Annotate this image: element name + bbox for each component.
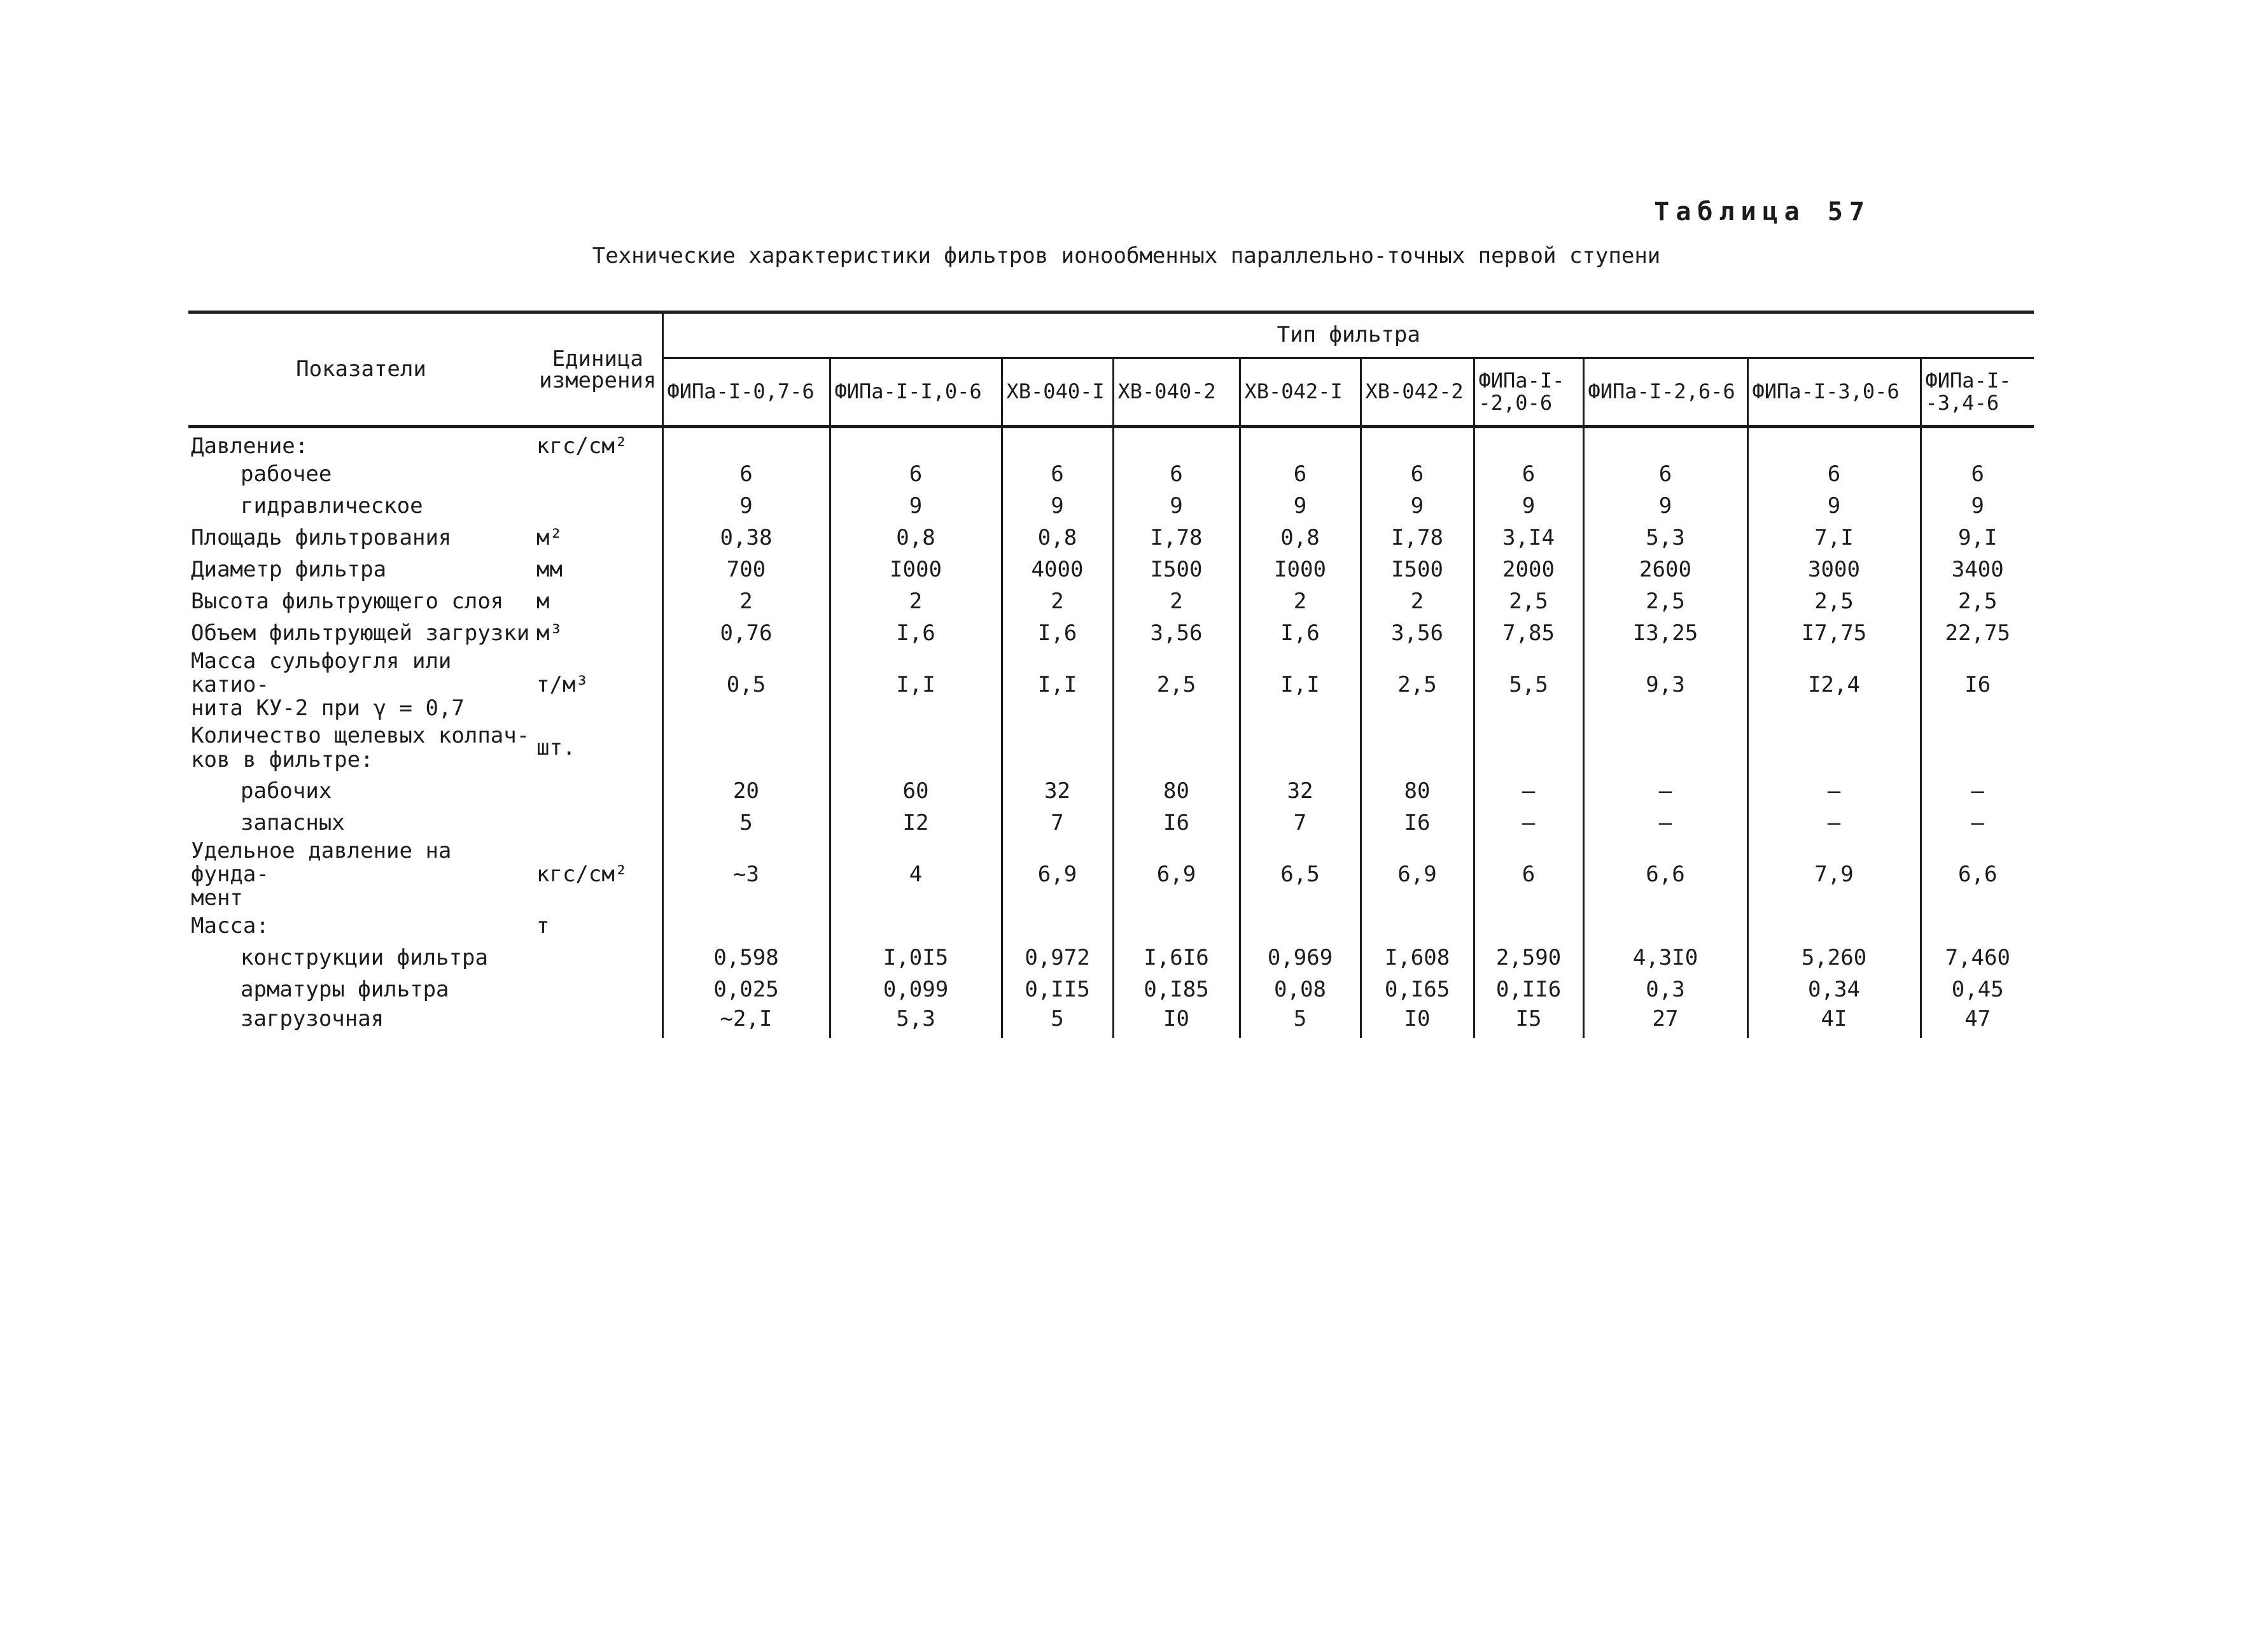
- value-cell: 32: [1240, 776, 1361, 808]
- value-cell: 2: [830, 586, 1002, 618]
- filter-specs-table: [188, 311, 2034, 1038]
- value-cell: 80: [1361, 776, 1474, 808]
- value-cell: 22,75: [1921, 618, 2034, 650]
- table-row: [188, 650, 2034, 721]
- value-cell: 9: [830, 491, 1002, 522]
- value-cell: –: [1583, 776, 1747, 808]
- unit-cell: [534, 974, 662, 1006]
- value-cell: [1474, 911, 1583, 942]
- value-cell: [1113, 721, 1240, 776]
- unit-cell: [534, 808, 662, 839]
- value-cell: 4,3I0: [1583, 942, 1747, 974]
- value-cell: 9: [1113, 491, 1240, 522]
- value-cell: 6: [1474, 459, 1583, 491]
- unit-cell: шт.: [536, 734, 576, 760]
- indicator-cell: Количество щелевых колпач- ков в фильтре:: [191, 723, 530, 773]
- value-cell: 5,5: [1474, 650, 1583, 721]
- value-cell: –: [1474, 776, 1583, 808]
- value-cell: I2: [830, 808, 1002, 839]
- value-cell: 9: [662, 491, 830, 522]
- indicator-cell: конструкции фильтра: [241, 945, 488, 971]
- value-cell: 7,460: [1921, 942, 2034, 974]
- value-cell: 0,38: [662, 522, 830, 554]
- value-cell: 0,I85: [1113, 974, 1240, 1006]
- table-row: [188, 911, 2034, 942]
- indicator-cell: Удельное давление на фунда- мент: [191, 837, 452, 911]
- value-cell: 2,5: [1921, 586, 2034, 618]
- unit-cell: кгс/см²: [536, 433, 628, 459]
- value-cell: 9: [1240, 491, 1361, 522]
- value-cell: I,6: [1240, 618, 1361, 650]
- table-row: [188, 839, 2034, 911]
- value-cell: 4I: [1747, 1006, 1921, 1038]
- unit-cell: м²: [536, 524, 563, 550]
- value-cell: 0,972: [1002, 942, 1113, 974]
- table-row: [188, 942, 2034, 974]
- column-header: ХВ-040-I: [1002, 358, 1113, 427]
- value-cell: 5,3: [1583, 522, 1747, 554]
- value-cell: [1474, 721, 1583, 776]
- value-cell: 0,5: [662, 650, 830, 721]
- value-cell: 0,34: [1747, 974, 1921, 1006]
- value-cell: 3,56: [1361, 618, 1474, 650]
- value-cell: [1747, 911, 1921, 942]
- value-cell: I,6: [1002, 618, 1113, 650]
- value-cell: –: [1747, 776, 1921, 808]
- value-cell: 6: [1747, 459, 1921, 491]
- value-cell: [662, 911, 830, 942]
- value-cell: 2: [1002, 586, 1113, 618]
- value-cell: 6,5: [1240, 839, 1361, 911]
- unit-cell: [534, 942, 662, 974]
- column-header: ФИПа-I-0,7-6: [662, 358, 830, 427]
- indicator-cell: Масса:: [191, 913, 269, 939]
- value-cell: –: [1921, 776, 2034, 808]
- value-cell: I,6I6: [1113, 942, 1240, 974]
- value-cell: 60: [830, 776, 1002, 808]
- value-cell: 9: [1583, 491, 1747, 522]
- value-cell: 6: [1113, 459, 1240, 491]
- value-cell: 9,I: [1921, 522, 2034, 554]
- value-cell: ~2,I: [662, 1006, 830, 1038]
- value-cell: –: [1747, 808, 1921, 839]
- value-cell: 7,85: [1474, 618, 1583, 650]
- value-cell: 80: [1113, 776, 1240, 808]
- value-cell: [1921, 721, 2034, 776]
- indicator-cell: Высота фильтрующего слоя: [191, 588, 504, 614]
- value-cell: 6: [1361, 459, 1474, 491]
- value-cell: [1747, 427, 1921, 459]
- column-header: ХВ-042-I: [1240, 358, 1361, 427]
- unit-cell: [534, 491, 662, 522]
- value-cell: [662, 427, 830, 459]
- table-row: [188, 554, 2034, 586]
- unit-cell: м³: [536, 620, 563, 646]
- column-header: ФИПа-I-2,6-6: [1583, 358, 1747, 427]
- value-cell: 6,9: [1002, 839, 1113, 911]
- value-cell: 700: [662, 554, 830, 586]
- value-cell: I6: [1113, 808, 1240, 839]
- value-cell: 6,9: [1361, 839, 1474, 911]
- value-cell: 4: [830, 839, 1002, 911]
- value-cell: [830, 911, 1002, 942]
- header-filter-type: Тип фильтра: [662, 312, 2034, 358]
- value-cell: [1113, 911, 1240, 942]
- value-cell: 9: [1361, 491, 1474, 522]
- value-cell: 2,590: [1474, 942, 1583, 974]
- table-row: [188, 427, 2034, 459]
- unit-cell: т/м³: [536, 671, 589, 697]
- value-cell: 2,5: [1113, 650, 1240, 721]
- value-cell: 0,099: [830, 974, 1002, 1006]
- table-row: [188, 618, 2034, 650]
- value-cell: 0,8: [830, 522, 1002, 554]
- value-cell: 2,5: [1474, 586, 1583, 618]
- unit-cell: [534, 459, 662, 491]
- table-row: [188, 522, 2034, 554]
- value-cell: 3,I4: [1474, 522, 1583, 554]
- value-cell: I,78: [1361, 522, 1474, 554]
- column-header: ФИПа-I-3,0-6: [1747, 358, 1921, 427]
- value-cell: I500: [1361, 554, 1474, 586]
- unit-cell: [534, 1006, 662, 1038]
- value-cell: ~3: [662, 839, 830, 911]
- unit-cell: кгс/см²: [536, 862, 628, 888]
- value-cell: 0,3: [1583, 974, 1747, 1006]
- value-cell: [1002, 911, 1113, 942]
- value-cell: [1113, 427, 1240, 459]
- value-cell: 2: [662, 586, 830, 618]
- value-cell: 5,260: [1747, 942, 1921, 974]
- value-cell: [662, 721, 830, 776]
- indicator-cell: Масса сульфоугля или катио- нита КУ-2 при γ = 0,7: [191, 648, 465, 722]
- column-header: ФИПа-I-I,0-6: [830, 358, 1002, 427]
- value-cell: 6: [830, 459, 1002, 491]
- column-header: ХВ-042-2: [1361, 358, 1474, 427]
- value-cell: –: [1583, 808, 1747, 839]
- header-indicator: Показатели: [188, 312, 534, 427]
- value-cell: 2,5: [1583, 586, 1747, 618]
- indicator-cell: рабочее: [241, 461, 332, 487]
- value-cell: [1583, 427, 1747, 459]
- value-cell: I,6: [830, 618, 1002, 650]
- value-cell: I3,25: [1583, 618, 1747, 650]
- value-cell: I,I: [1002, 650, 1113, 721]
- value-cell: 6,6: [1921, 839, 2034, 911]
- value-cell: –: [1474, 808, 1583, 839]
- value-cell: 6: [1921, 459, 2034, 491]
- value-cell: I,78: [1113, 522, 1240, 554]
- value-cell: [1361, 721, 1474, 776]
- value-cell: [1583, 721, 1747, 776]
- indicator-cell: арматуры фильтра: [241, 977, 449, 1003]
- value-cell: 9,3: [1583, 650, 1747, 721]
- value-cell: 6,6: [1583, 839, 1747, 911]
- value-cell: 7,9: [1747, 839, 1921, 911]
- unit-cell: м: [536, 588, 550, 614]
- value-cell: I6: [1921, 650, 2034, 721]
- value-cell: 3000: [1747, 554, 1921, 586]
- table-number: Таблица 57: [1654, 197, 1871, 227]
- value-cell: –: [1921, 808, 2034, 839]
- value-cell: 0,598: [662, 942, 830, 974]
- table-row: [188, 491, 2034, 522]
- value-cell: 2,5: [1361, 650, 1474, 721]
- value-cell: 6: [1474, 839, 1583, 911]
- value-cell: 0,II6: [1474, 974, 1583, 1006]
- column-header: ХВ-040-2: [1113, 358, 1240, 427]
- column-header: ФИПа-I- -2,0-6: [1474, 358, 1583, 427]
- value-cell: [1240, 427, 1361, 459]
- value-cell: 0,II5: [1002, 974, 1113, 1006]
- value-cell: 5: [662, 808, 830, 839]
- value-cell: I000: [830, 554, 1002, 586]
- value-cell: 9: [1921, 491, 2034, 522]
- value-cell: 2: [1240, 586, 1361, 618]
- value-cell: 27: [1583, 1006, 1747, 1038]
- indicator-cell: Объем фильтрующей загрузки: [191, 620, 530, 646]
- value-cell: I5: [1474, 1006, 1583, 1038]
- indicator-cell: Площадь фильтрования: [191, 524, 452, 550]
- value-cell: 7: [1002, 808, 1113, 839]
- value-cell: 2: [1361, 586, 1474, 618]
- unit-cell: т: [536, 913, 550, 939]
- value-cell: [1921, 911, 2034, 942]
- table-title: Технические характеристики фильтров ионообменных параллельно-точных первой ступени: [592, 243, 1661, 269]
- value-cell: I,I: [830, 650, 1002, 721]
- value-cell: [1240, 911, 1361, 942]
- indicator-cell: рабочих: [241, 778, 332, 804]
- value-cell: 0,8: [1002, 522, 1113, 554]
- value-cell: [830, 721, 1002, 776]
- value-cell: 6: [662, 459, 830, 491]
- indicator-cell: гидравлическое: [241, 493, 423, 519]
- value-cell: I6: [1361, 808, 1474, 839]
- value-cell: [1361, 911, 1474, 942]
- indicator-cell: загрузочная: [241, 1006, 384, 1032]
- value-cell: 0,969: [1240, 942, 1361, 974]
- table-row: [188, 776, 2034, 808]
- table-row: [188, 974, 2034, 1006]
- indicator-cell: Диаметр фильтра: [191, 556, 387, 582]
- value-cell: [1002, 721, 1113, 776]
- value-cell: 5: [1240, 1006, 1361, 1038]
- unit-cell: мм: [536, 556, 563, 582]
- value-cell: I,608: [1361, 942, 1474, 974]
- value-cell: I,I: [1240, 650, 1361, 721]
- value-cell: 20: [662, 776, 830, 808]
- value-cell: I0: [1361, 1006, 1474, 1038]
- value-cell: 0,8: [1240, 522, 1361, 554]
- value-cell: 0,76: [662, 618, 830, 650]
- indicator-cell: Давление:: [191, 433, 309, 459]
- value-cell: 0,08: [1240, 974, 1361, 1006]
- unit-cell: [534, 776, 662, 808]
- value-cell: 2600: [1583, 554, 1747, 586]
- table-row: [188, 586, 2034, 618]
- value-cell: 2000: [1474, 554, 1583, 586]
- value-cell: 2,5: [1747, 586, 1921, 618]
- value-cell: 7,I: [1747, 522, 1921, 554]
- value-cell: 6: [1002, 459, 1113, 491]
- value-cell: 3400: [1921, 554, 2034, 586]
- value-cell: 0,45: [1921, 974, 2034, 1006]
- value-cell: I,0I5: [830, 942, 1002, 974]
- value-cell: [1361, 427, 1474, 459]
- value-cell: 5,3: [830, 1006, 1002, 1038]
- value-cell: 2: [1113, 586, 1240, 618]
- header-unit: Единица измерения: [534, 312, 662, 427]
- indicator-cell: запасных: [241, 809, 345, 835]
- value-cell: 9: [1474, 491, 1583, 522]
- value-cell: [1240, 721, 1361, 776]
- value-cell: [1583, 911, 1747, 942]
- value-cell: 0,025: [662, 974, 830, 1006]
- table-row: [188, 459, 2034, 491]
- value-cell: I0: [1113, 1006, 1240, 1038]
- value-cell: 9: [1002, 491, 1113, 522]
- column-header: ФИПа-I- -3,4-6: [1921, 358, 2034, 427]
- table-row: [188, 1006, 2034, 1038]
- value-cell: 6,9: [1113, 839, 1240, 911]
- value-cell: 4000: [1002, 554, 1113, 586]
- table-row: [188, 808, 2034, 839]
- value-cell: 7: [1240, 808, 1361, 839]
- value-cell: [1002, 427, 1113, 459]
- value-cell: 6: [1240, 459, 1361, 491]
- value-cell: 5: [1002, 1006, 1113, 1038]
- value-cell: [1747, 721, 1921, 776]
- value-cell: [1474, 427, 1583, 459]
- value-cell: I000: [1240, 554, 1361, 586]
- value-cell: 6: [1583, 459, 1747, 491]
- table-body: [188, 427, 2034, 1038]
- value-cell: 9: [1747, 491, 1921, 522]
- value-cell: 0,I65: [1361, 974, 1474, 1006]
- value-cell: I2,4: [1747, 650, 1921, 721]
- value-cell: I500: [1113, 554, 1240, 586]
- value-cell: I7,75: [1747, 618, 1921, 650]
- value-cell: [1921, 427, 2034, 459]
- value-cell: [830, 427, 1002, 459]
- value-cell: 47: [1921, 1006, 2034, 1038]
- value-cell: 3,56: [1113, 618, 1240, 650]
- table-row: [188, 721, 2034, 776]
- value-cell: 32: [1002, 776, 1113, 808]
